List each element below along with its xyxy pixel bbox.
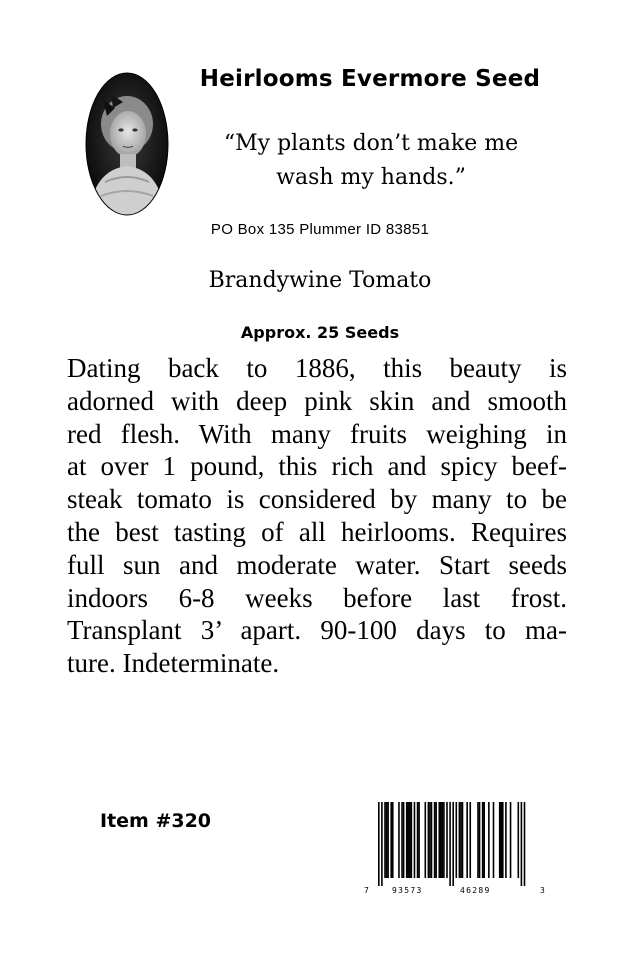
barcode-bar <box>387 802 389 878</box>
barcode-bar <box>392 802 394 878</box>
slogan-line-2: wash my hands.” <box>276 165 466 190</box>
upc-barcode <box>362 802 548 900</box>
description-line: indoors 6-8 weeks before last frost. <box>67 582 567 613</box>
barcode-bar <box>403 802 405 878</box>
barcode-bar <box>479 802 481 878</box>
company-slogan <box>196 127 546 195</box>
item-number: Item #320 <box>100 810 212 832</box>
barcode-bar <box>401 802 403 878</box>
description-line: the best tasting of all heirlooms. Requires <box>67 516 567 547</box>
description-line: Transplant 3’ apart. 90-100 days to ma- <box>67 615 567 646</box>
barcode-left-digits: 93573 <box>392 886 423 895</box>
barcode-bar <box>493 802 495 878</box>
barcode-bar <box>521 802 523 886</box>
barcode-check-digit: 3 <box>540 886 547 895</box>
barcode-bar <box>407 802 409 878</box>
barcode-bar <box>462 802 464 878</box>
barcode-bar <box>438 802 440 878</box>
barcode-bar <box>417 802 419 878</box>
barcode-bar <box>452 802 454 886</box>
barcode-bar <box>381 802 383 886</box>
barcode-bar <box>435 802 437 878</box>
description-line: Dating back to 1886, this beauty is <box>67 353 567 383</box>
barcode-bar <box>446 802 448 878</box>
barcode-bar <box>431 802 433 878</box>
barcode-bar <box>466 802 468 878</box>
barcode-bar <box>428 802 430 878</box>
barcode-bar <box>469 802 471 878</box>
barcode-bars <box>362 802 548 886</box>
barcode-bar <box>518 802 520 878</box>
product-name: Brandywine Tomato <box>208 268 432 293</box>
barcode-bar <box>442 802 444 878</box>
slogan-line-1: “My plants don’t make me <box>223 131 519 156</box>
description-line: red flesh. With many fruits weighing in <box>67 418 567 449</box>
product-description <box>67 352 567 680</box>
barcode-bar <box>500 802 502 878</box>
barcode-bar <box>483 802 485 878</box>
barcode-bar <box>434 802 436 878</box>
barcode-bar <box>449 802 451 886</box>
vintage-portrait-image <box>85 72 169 216</box>
barcode-bar <box>406 802 408 878</box>
barcode-bar <box>459 802 461 878</box>
barcode-bar <box>425 802 427 878</box>
barcode-bar <box>418 802 420 878</box>
barcode-bar <box>386 802 388 878</box>
description-line: at over 1 pound, this rich and spicy beef- <box>67 451 567 482</box>
barcode-bar <box>440 802 442 878</box>
barcode-bar <box>524 802 526 886</box>
seed-count: Approx. 25 Seeds <box>240 323 400 342</box>
barcode-bar <box>502 802 504 878</box>
barcode-bar <box>443 802 445 878</box>
barcode-bar <box>384 802 386 878</box>
barcode-lead-digit: 7 <box>364 886 371 895</box>
barcode-bar <box>390 802 392 878</box>
barcode-right-digits: 46289 <box>460 886 491 895</box>
barcode-bar <box>477 802 479 878</box>
description-line: adorned with deep pink skin and smooth <box>67 385 567 416</box>
barcode-bar <box>488 802 490 878</box>
barcode-bar <box>482 802 484 878</box>
barcode-bar <box>414 802 416 878</box>
description-line: full sun and moderate water. Start seeds <box>67 549 567 580</box>
barcode-bar <box>411 802 413 878</box>
barcode-bar <box>499 802 501 878</box>
barcode-bar <box>510 802 512 878</box>
barcode-bar <box>409 802 411 878</box>
barcode-bar <box>460 802 462 878</box>
barcode-bar <box>398 802 400 878</box>
company-name: Heirlooms Evermore Seed <box>199 66 541 92</box>
barcode-bar <box>378 802 380 886</box>
barcode-bar <box>429 802 431 878</box>
barcode-bar <box>505 802 507 878</box>
description-line: steak tomato is considered by many to be <box>67 484 567 515</box>
barcode-bar <box>456 802 458 878</box>
mailing-address: PO Box 135 Plummer ID 83851 <box>210 221 430 238</box>
description-line: ture. Indeterminate. <box>67 648 280 679</box>
